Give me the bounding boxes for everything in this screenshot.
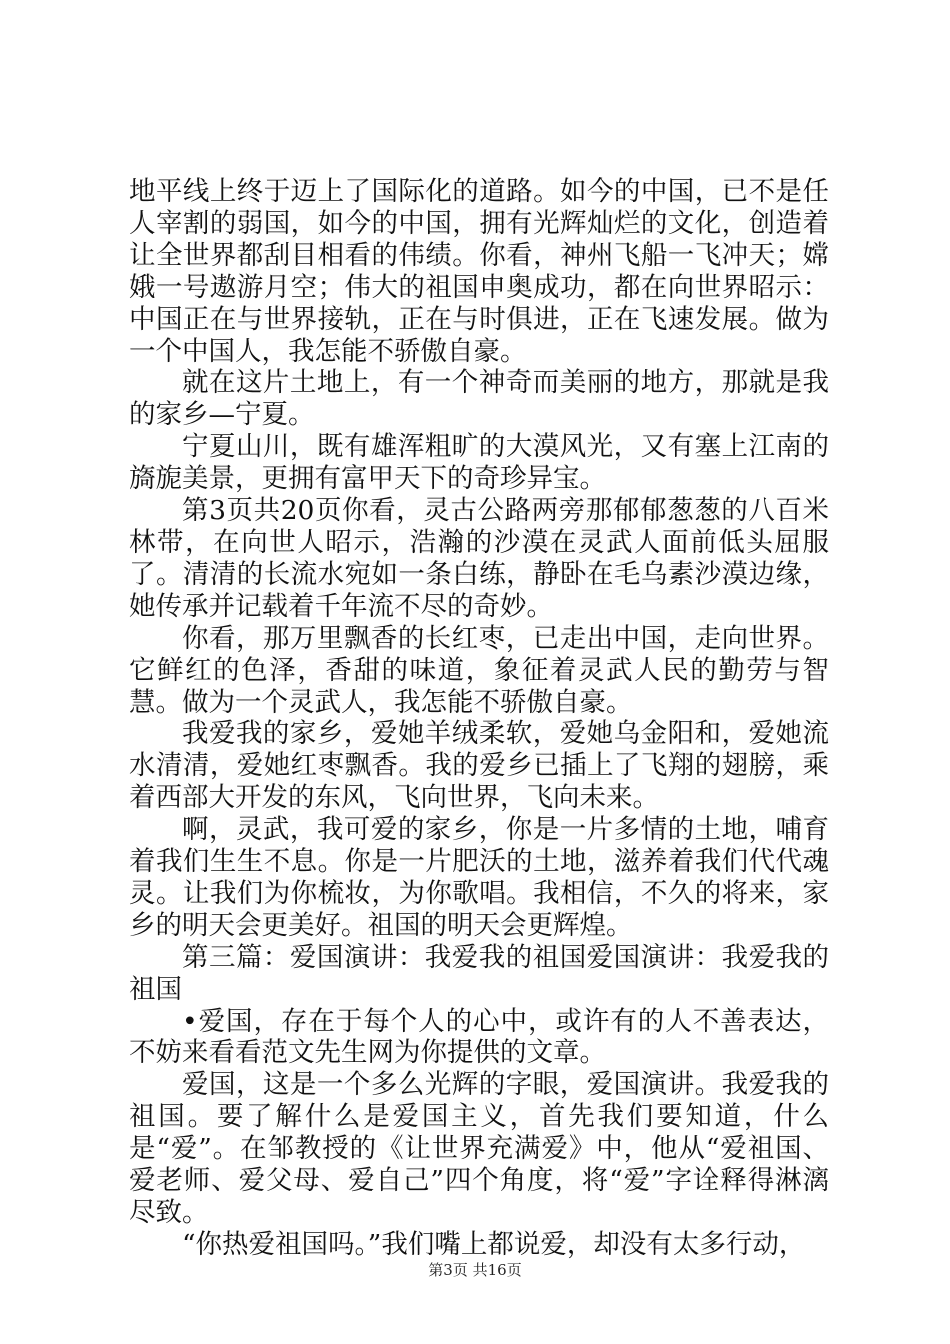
paragraph-9: •爱国，存在于每个人的心中，或许有的人不善表达，不妨来看看范文先生网为你提供的文章。 <box>129 1005 829 1069</box>
paragraph-6: 我爱我的家乡，爱她羊绒柔软，爱她乌金阳和，爱她流水清清，爱她红枣飘香。我的爱乡已插上了飞翔的翅膀，乘着西部大开发的东风，飞向世界，飞向未来。 <box>129 718 829 814</box>
paragraph-4: 第3页共20页你看，灵古公路两旁那郁郁葱葱的八百米林带，在向世人昭示，浩瀚的沙漠在灵武人面前低头屈服了。清清的长流水宛如一条白练，静卧在毛乌素沙漠边缘，她传承并记载着千年流不尽的奇妙。 <box>129 495 829 622</box>
paragraph-7: 啊，灵武，我可爱的家乡，你是一片多情的土地，哺育着我们生生不息。你是一片肥沃的土地，滋养着我们代代魂灵。让我们为你梳妆，为你歌唱。我相信，不久的将来，家乡的明天会更美好。祖国的明天会更辉煌。 <box>129 814 829 941</box>
paragraph-5: 你看，那万里飘香的长红枣，已走出中国，走向世界。它鲜红的色泽，香甜的味道，象征着灵武人民的勤劳与智慧。做为一个灵武人，我怎能不骄傲自豪。 <box>129 622 829 718</box>
paragraph-1: 地平线上终于迈上了国际化的道路。如今的中国，已不是任人宰割的弱国，如今的中国，拥有光辉灿烂的文化，创造着让全世界都刮目相看的伟绩。你看，神州飞船一飞冲天；嫦娥一号遨游月空；伟大的祖国申奥成功，都在向世界昭示：中国正在与世界接轨，正在与时俱进，正在飞速发展。做为一个中国人，我怎能不骄傲自豪。 <box>129 176 829 367</box>
section-heading: 第三篇：爱国演讲：我爱我的祖国爱国演讲：我爱我的祖国 <box>129 941 829 1005</box>
document-body <box>129 176 829 1261</box>
page-footer: 第3页 共16页 <box>428 1261 522 1279</box>
paragraph-11: “你热爱祖国吗。”我们嘴上都说爱，却没有太多行动， <box>182 1228 806 1260</box>
paragraph-3: 宁夏山川，既有雄浑粗旷的大漠风光，又有塞上江南的旖旎美景，更拥有富甲天下的奇珍异宝。 <box>129 431 829 495</box>
paragraph-2: 就在这片土地上，有一个神奇而美丽的地方，那就是我的家乡—宁夏。 <box>129 367 829 431</box>
paragraph-10: 爱国，这是一个多么光辉的字眼，爱国演讲。我爱我的祖国。要了解什么是爱国主义，首先我们要知道，什么是“爱”。在邹教授的《让世界充满爱》中，他从“爱祖国、爱老师、爱父母、爱自己”四个角度，将“爱”字诠释得淋漓尽致。 <box>129 1069 829 1228</box>
